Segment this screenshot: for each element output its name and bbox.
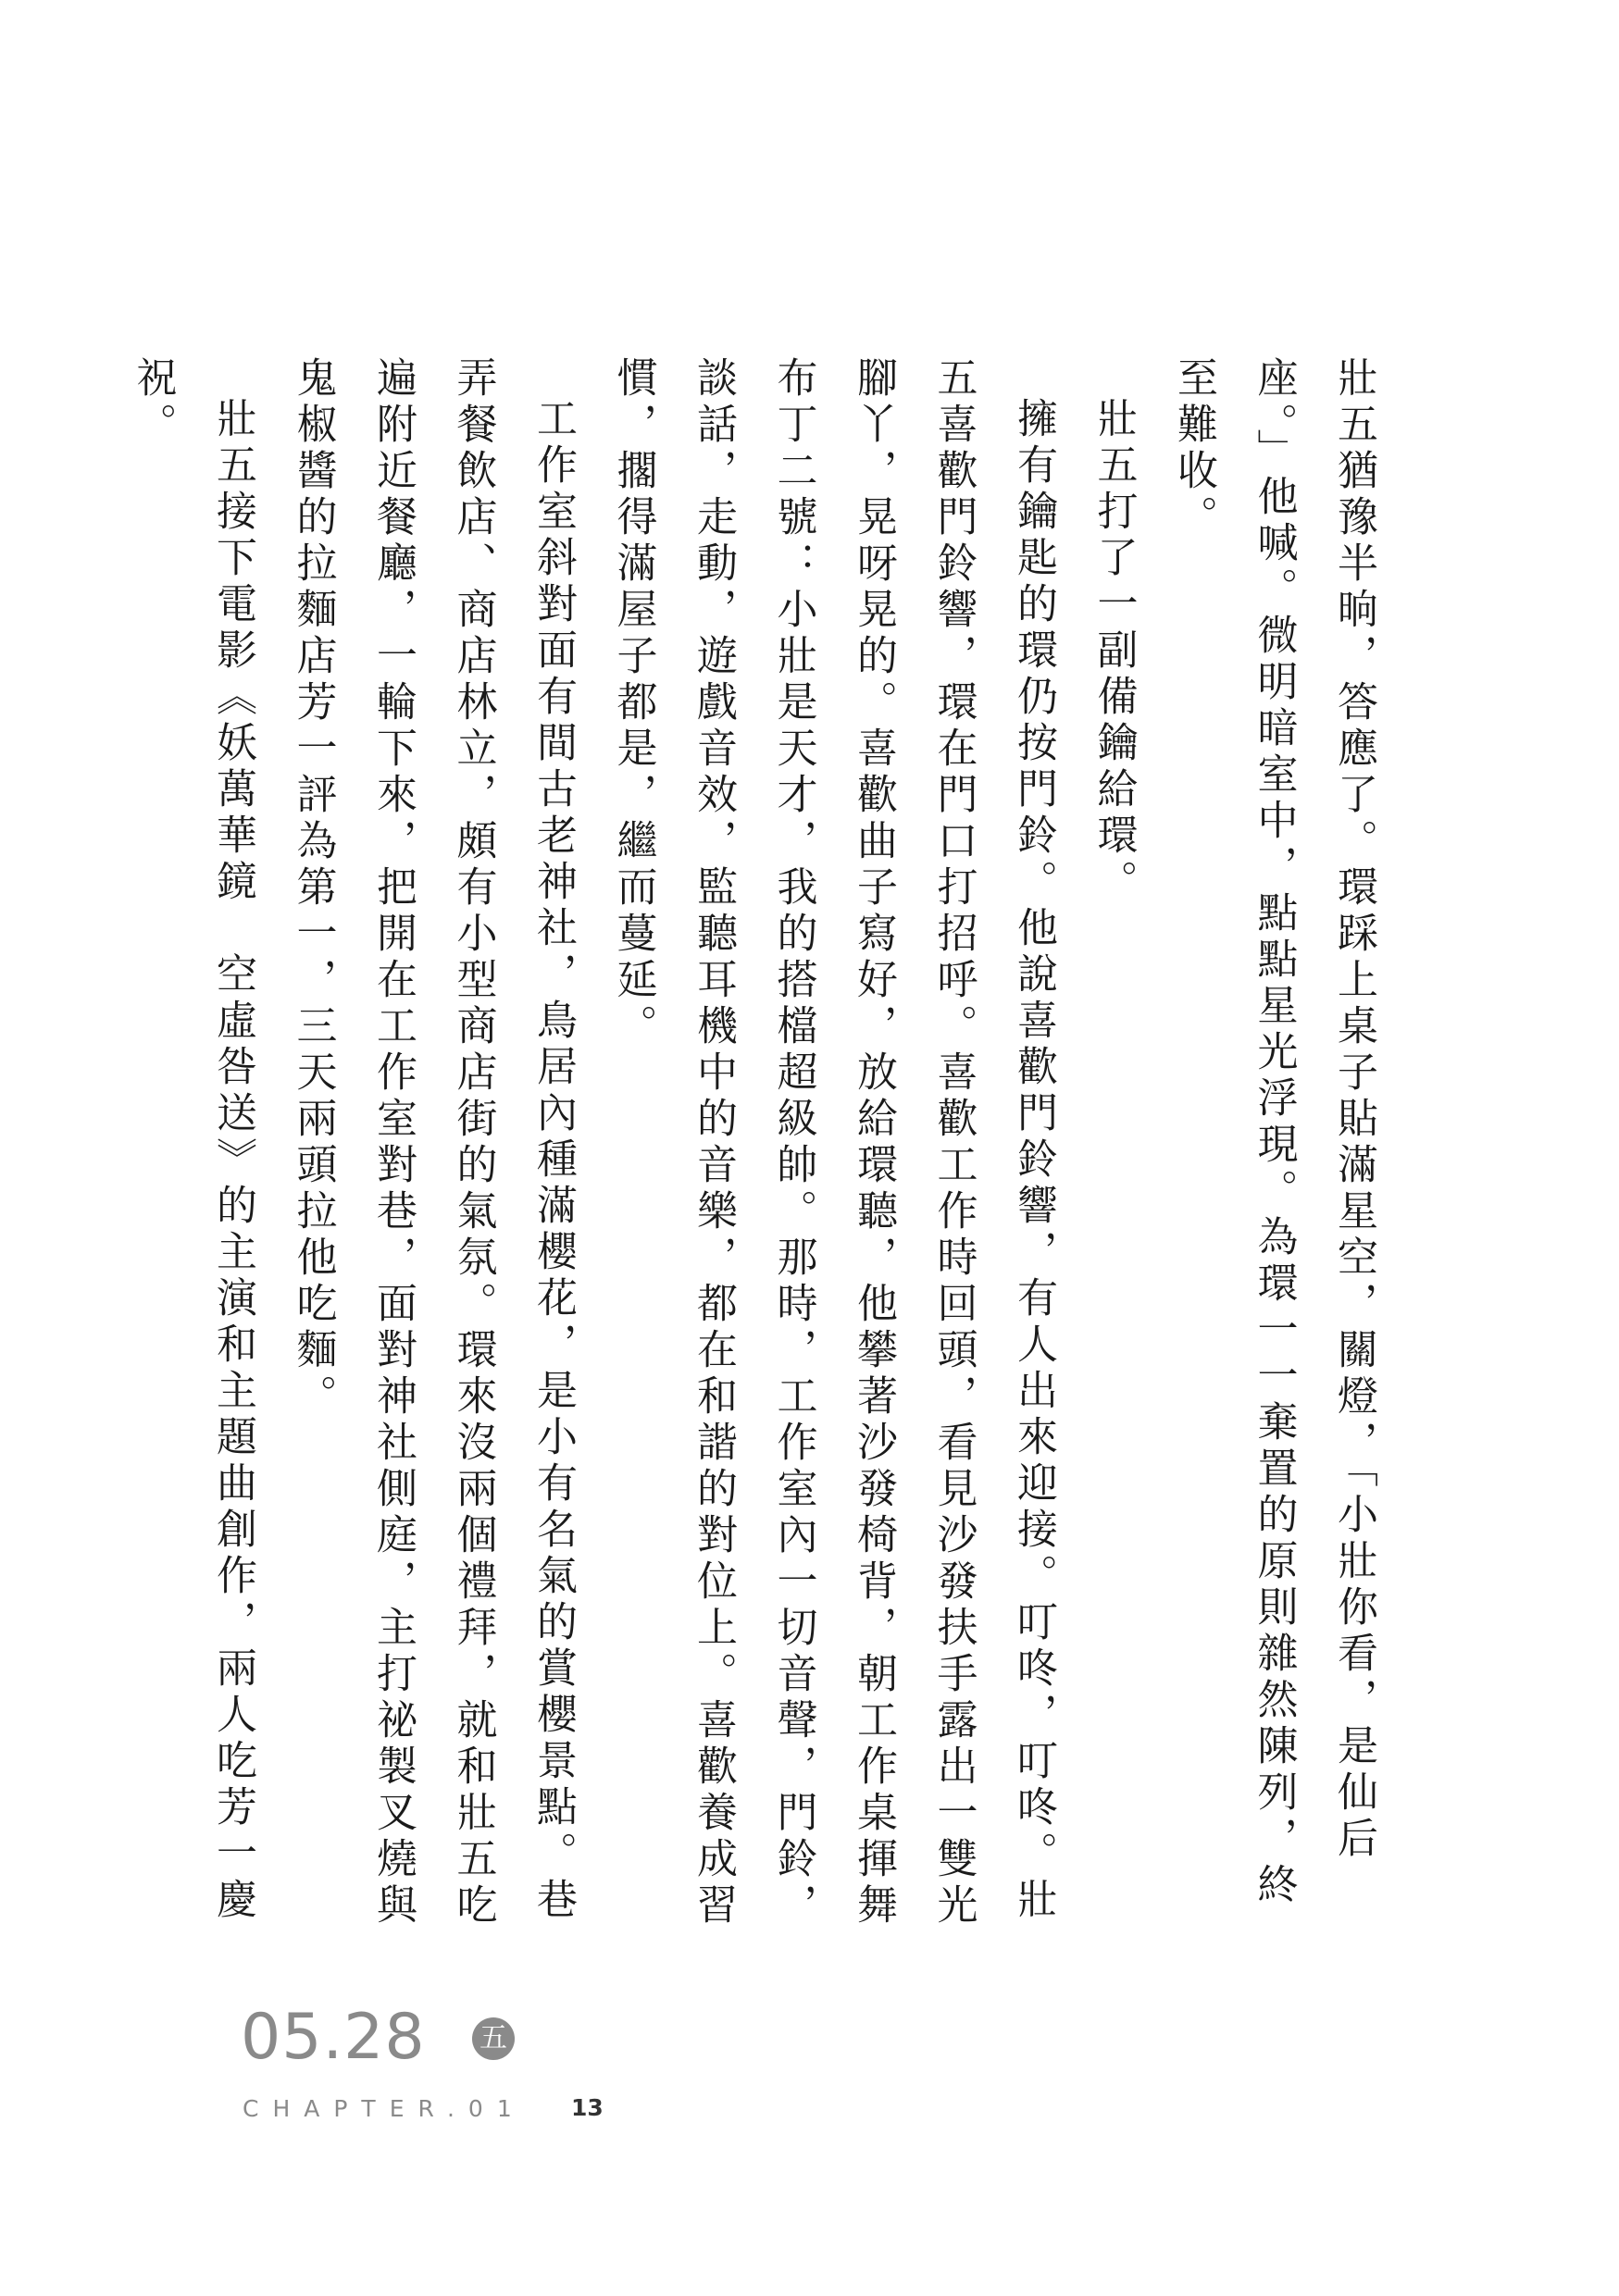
weekday-badge: 五 [472,2017,515,2060]
paragraph-3: 擁有鑰匙的環仍按門鈴。他說喜歡門鈴響，有人出來迎接。叮咚，叮咚。壯五喜歡門鈴響，環在門口打招呼。喜歡工作時回頭，看見沙發扶手露出一雙光腳丫，晃呀晃的。喜歡曲子寫好，放給環聽，他攀著沙發椅背，朝工作桌揮舞布丁二號：小壯是天才，我的搭檔超級帥。那時，工作室內一切音聲，門鈴，談話，走動，遊戲音效，監聽耳機中的音樂，都在和諧的對位上。喜歡養成習慣，擱得滿屋子都是，繼而蔓延。 [609,356,1057,1930]
paragraph-4: 工作室斜對面有間古老神社，鳥居內種滿櫻花，是小有名氣的賞櫻景點。巷弄餐飲店、商店林立，頗有小型商店街的氣氛。環來沒兩個禮拜，就和壯五吃遍附近餐廳，一輪下來，把開在工作室對巷，面對神社側庭，主打祕製叉燒與鬼椒醬的拉麵店芳一評為第一，三天兩頭拉他吃麵。 [289,356,577,1930]
paragraph-1: 壯五猶豫半晌，答應了。環踩上桌子貼滿星空，關燈，「小壯你看，是仙后座。」他喊。微明暗室中，點點星光浮現。為環一一棄置的原則雜然陳列，終至難收。 [1170,356,1377,1909]
paragraph-2: 壯五打了一副備鑰給環。 [1090,397,1138,906]
page-number: 13 [571,2094,604,2121]
chapter-label: CHAPTER.01 [243,2095,526,2122]
paragraph-5: 壯五接下電影《妖萬華鏡 空虛咎送》的主演和主題曲創作，兩人吃芳一慶祝。 [129,356,256,1924]
footer-date: 05.28 [241,2001,426,2074]
vertical-text-body [129,356,1393,1930]
